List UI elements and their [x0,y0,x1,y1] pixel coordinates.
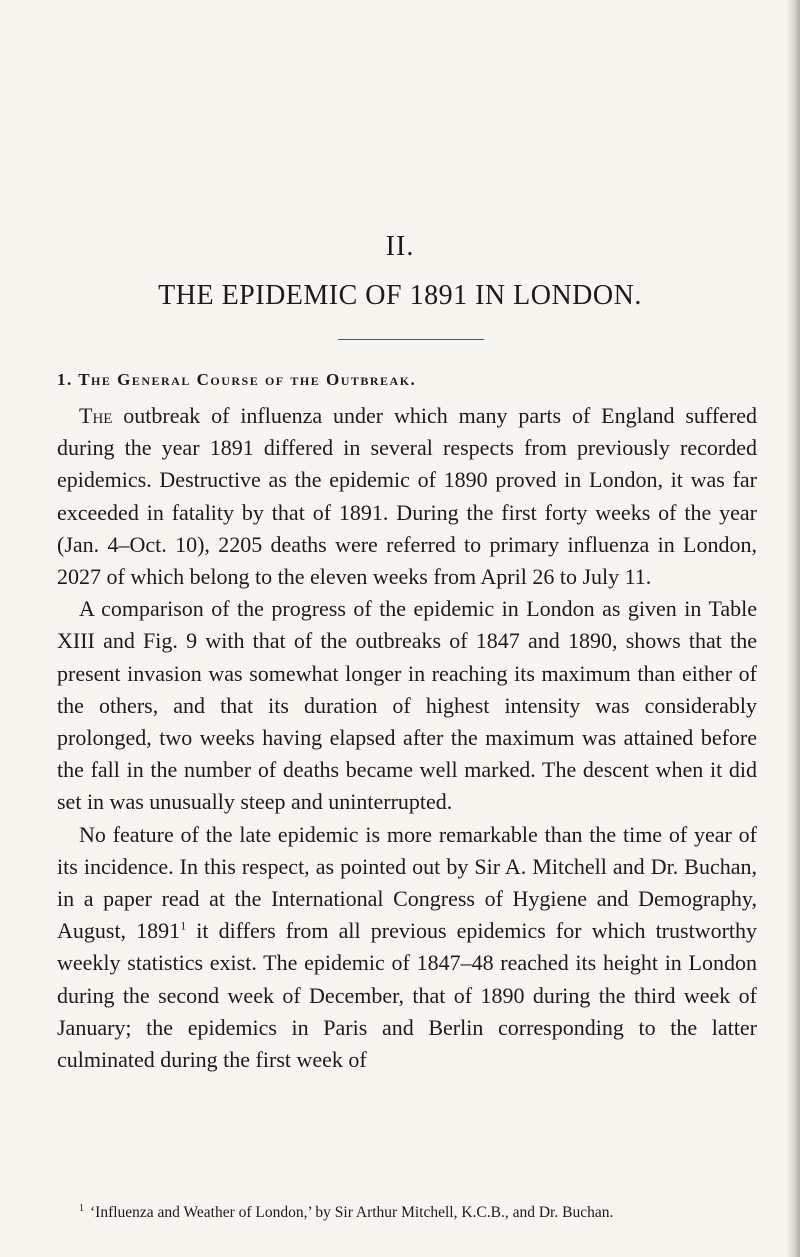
paragraph-3-text-after: it differs from all previous epidemics for which trustworthy weekly statistics exist. The epidemic of 1847–48 reached its height in London during the second week of December, that of 1890 during the third week of January; the epidemics in Paris and Berlin corresponding to the latter culminated during the first week of [57,918,758,1073]
paragraph-3-text-before: No feature of the late epidemic is more remarkable than the time of year of its incidence. In this respect, as pointed out by Sir A. Mitchell and Dr. Buchan, in a paper read at the International Congress of Hygiene and Demography, August, 1891 [57,821,757,944]
footnote-reference: 1 [180,918,187,933]
chapter-numeral: II. [385,231,415,262]
footnote-text: ‘Influenza and Weather of London,’ by Sir Arthur Mitchell, K.C.B., and Dr. Buchan. [90,1204,614,1222]
paragraph-1-lead: The [79,403,113,428]
chapter-title: THE EPIDEMIC OF 1891 IN LONDON. [158,280,642,311]
footnote-mark: 1 [79,1203,84,1214]
paragraph-1 [57,400,757,593]
footnote [57,1199,757,1223]
section-heading: 1. The General Course of the Outbreak. [57,370,417,389]
page-edge-shadow [786,0,800,1257]
body-text [57,400,757,1076]
paragraph-1-text: outbreak of influenza under which many parts of England suffered during the year 1891 differed in several respects from previously recorded epidemics. Destructive as the epidemic of 1890 proved in London, it was far exceeded in fatality by that of 1891. During the first forty weeks of the year (Jan. 4–Oct. 10), 2205 deaths were referred to primary influenza in London, 2027 of which belong to the eleven weeks from April 26 to July 11. [57,403,757,590]
paragraph-3 [57,819,757,1077]
paragraph-2: A comparison of the progress of the epidemic in London as given in Table XIII and Fig. 9 with that of the outbreaks of 1847 and 1890, shows that the present invasion was somewhat longer in reaching its maximum than either of the others, and that its duration of highest intensity was considerably prolonged, two weeks having elapsed after the maximum was attained before the fall in the number of deaths became well marked. The descent when it did set in was unusually steep and uninterrupted. [57,596,757,815]
title-rule [338,339,484,340]
